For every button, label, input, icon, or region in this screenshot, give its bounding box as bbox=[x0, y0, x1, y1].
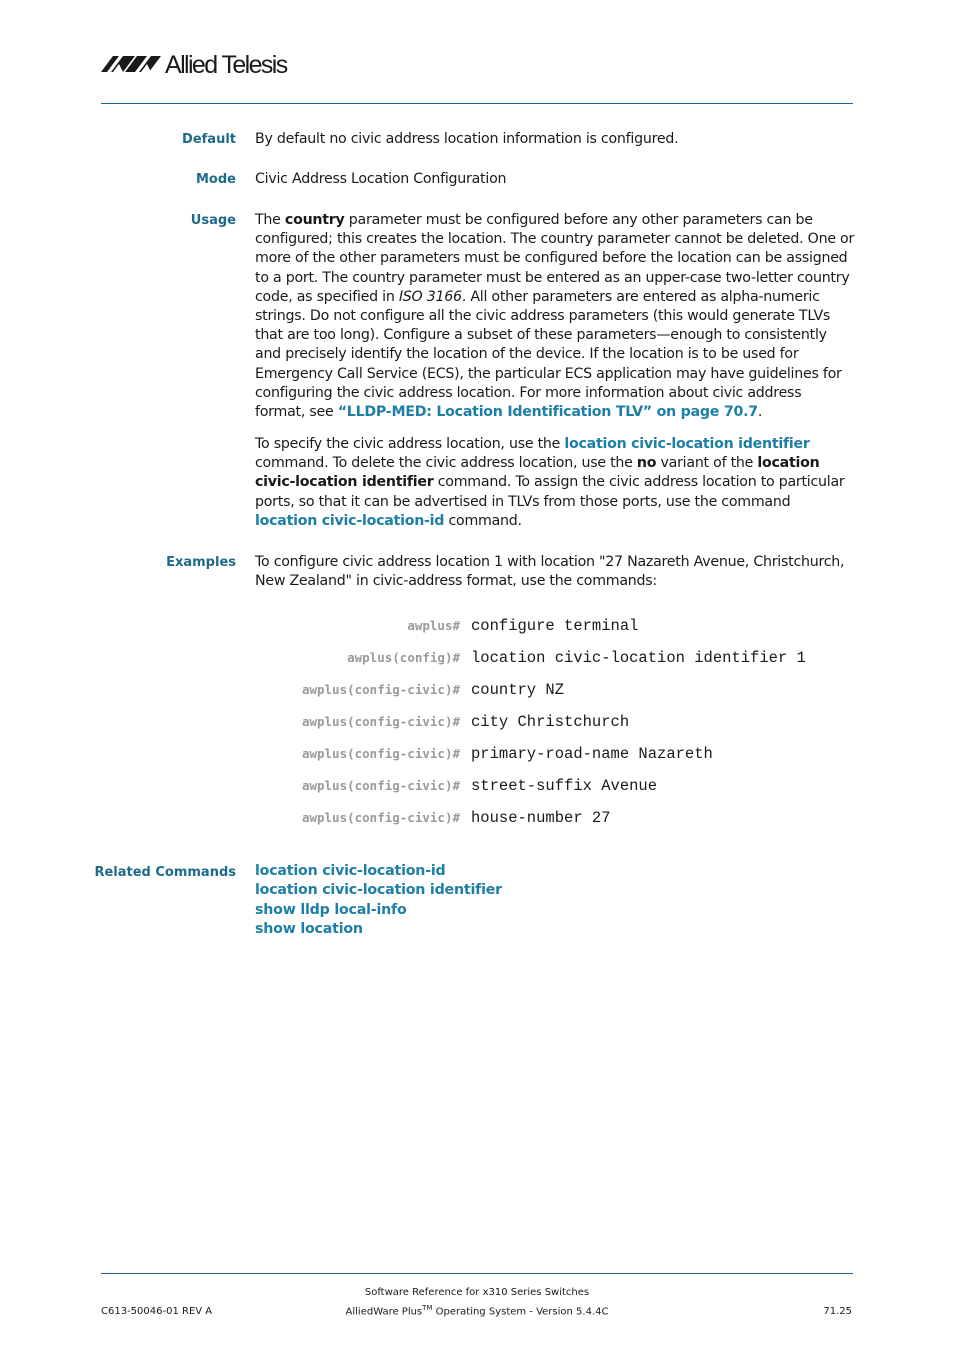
company-logo bbox=[101, 50, 287, 80]
command-row bbox=[0, 808, 954, 828]
command-row bbox=[0, 680, 954, 700]
footer-divider bbox=[101, 1273, 853, 1274]
cli-command: city Christchurch bbox=[471, 713, 630, 731]
usage-paragraph-1: The country parameter must be configured before any other parameters can be configured; this creates the location. The country parameter cannot be deleted. One or more of the other parameters must be configured before the location can be assigned to a port. The country parameter must be entered as an upper-case two-letter country code, as specified in ISO 3166. All other parameters are entered as alpha-numeric strings. Do not configure all the civic address parameters (this would generate TLVs that are too long). Configure a subset of these parameters—enough to consistently and precisely identify the location of the device. If the location is to be used for Emergency Call Service (ECS), the particular ECS application may have guidelines for configuring the civic address location. For more information about civic address format, see “LLDP-MED: Location Identification TLV” on page 70.7. bbox=[255, 212, 855, 421]
footer-doc-id: C613-50046-01 REV A bbox=[101, 1306, 213, 1317]
related-commands-list bbox=[255, 862, 502, 939]
related-link-show-lldp-local-info[interactable]: show lldp local-info bbox=[255, 901, 407, 918]
cli-command: street-suffix Avenue bbox=[471, 777, 658, 795]
cli-command: house-number 27 bbox=[471, 809, 611, 827]
related-link-location-civic-location-identifier[interactable]: location civic-location identifier bbox=[255, 882, 502, 899]
footer-page-number: 71.25 bbox=[823, 1306, 852, 1317]
label-default: Default bbox=[182, 132, 236, 147]
related-link-location-civic-location-id[interactable]: location civic-location-id bbox=[255, 863, 446, 879]
link-lldp-med-location-tlv[interactable]: “LLDP-MED: Location Identification TLV” on page 70.7 bbox=[337, 404, 758, 421]
related-link-show-location[interactable]: show location bbox=[255, 920, 363, 937]
footer-title: Software Reference for x310 Series Switches bbox=[364, 1287, 590, 1298]
command-row bbox=[0, 648, 954, 668]
label-mode: Mode bbox=[196, 172, 236, 187]
label-related-commands: Related Commands bbox=[94, 865, 236, 880]
cli-command: location civic-location identifier 1 bbox=[471, 649, 806, 667]
command-row bbox=[0, 616, 954, 636]
link-location-civic-location-identifier[interactable]: location civic-location identifier bbox=[564, 436, 810, 452]
allied-telesis-logo-icon bbox=[101, 52, 163, 78]
cli-prompt: awplus# bbox=[407, 618, 460, 633]
label-examples: Examples bbox=[166, 555, 236, 570]
command-row bbox=[0, 776, 954, 796]
examples-text: To configure civic address location 1 with location "27 Nazareth Avenue, Christchurch, New Zealand" in civic-address format, use the commands: bbox=[255, 554, 845, 590]
cli-prompt: awplus(config-civic)# bbox=[301, 810, 460, 825]
cli-prompt: awplus(config-civic)# bbox=[301, 746, 460, 761]
mode-text: Civic Address Location Configuration bbox=[255, 171, 507, 187]
cli-command: primary-road-name Nazareth bbox=[471, 745, 713, 763]
logo-wordmark: Allied Telesis bbox=[165, 51, 287, 79]
label-usage: Usage bbox=[190, 213, 236, 228]
command-row bbox=[0, 744, 954, 764]
footer-os-version: AlliedWare Plus™ Operating System - Version 5.4.4C bbox=[345, 1304, 609, 1318]
command-row bbox=[0, 712, 954, 732]
header-divider bbox=[101, 103, 853, 104]
cli-prompt: awplus(config)# bbox=[347, 650, 460, 665]
cli-prompt: awplus(config-civic)# bbox=[301, 714, 460, 729]
default-text: By default no civic address location information is configured. bbox=[255, 131, 679, 147]
link-location-civic-location-id[interactable]: location civic-location-id bbox=[255, 512, 445, 529]
cli-prompt: awplus(config-civic)# bbox=[301, 682, 460, 697]
cli-command: configure terminal bbox=[471, 617, 639, 635]
usage-paragraph-2: To specify the civic address location, use the location civic-location identifier command. To delete the civic address location, use the no variant of the location civic-location identifier command. To assign the civic address location to particular ports, so that it can be advertised in TLVs from those ports, use the command location civic-location-id command. bbox=[255, 436, 845, 529]
cli-prompt: awplus(config-civic)# bbox=[301, 778, 460, 793]
cli-command: country NZ bbox=[471, 681, 565, 699]
